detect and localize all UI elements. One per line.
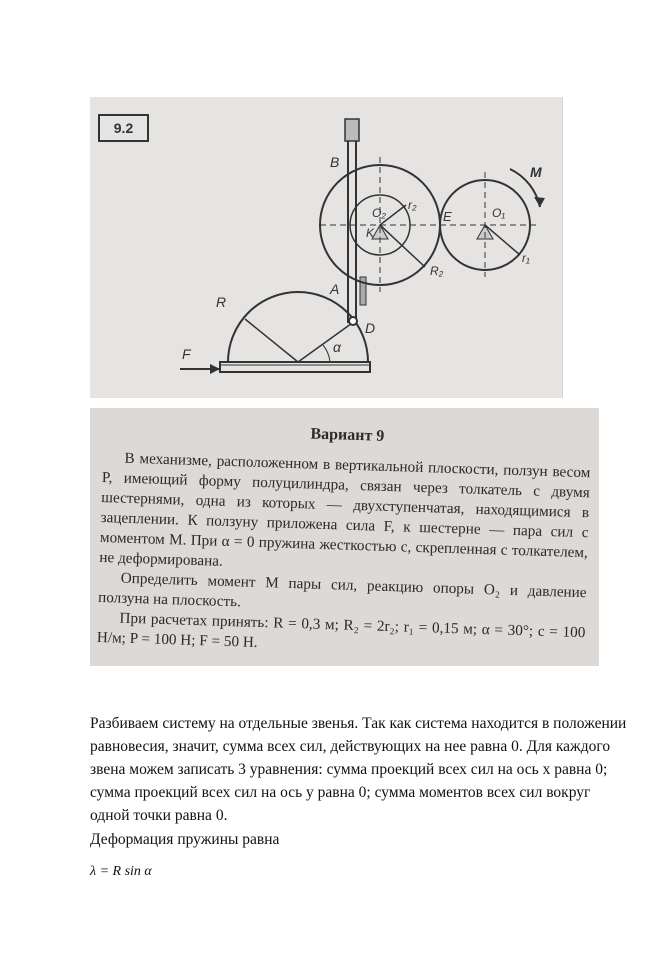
top-spring bbox=[345, 119, 359, 141]
label-O2: O₂ bbox=[372, 206, 386, 220]
variant-paragraph-1: В механизме, расположенном в вертикальной плоскости, ползун весом P, имеющий форму полуцилиндра, связан через толкатель с двумя шестернями, одна из которых — двухступенчатая, находящимися в зацеплении. К ползуну приложена сила F, к шестерне — пара сил с моментом M. При α = 0 пружина жесткостью c, скрепленная с толкателем, не деформирована. bbox=[99, 449, 591, 570]
label-M: M bbox=[530, 164, 542, 180]
figure-number: 9.2 bbox=[98, 114, 149, 142]
mechanism-diagram bbox=[90, 97, 562, 398]
label-A: A bbox=[330, 281, 340, 297]
deformation-formula bbox=[90, 864, 152, 880]
ground-base bbox=[220, 362, 370, 372]
solution-text bbox=[90, 712, 630, 827]
variant-paragraph-3: При расчетах принять: R = 0,3 м; R₂ = 2r₂; r₁ = 0,15 м; α = 30°; c = 100 Н/м; P = 100 Н; F = 50 Н. bbox=[96, 609, 586, 651]
label-alpha: α bbox=[333, 339, 341, 355]
label-R2: R₂ bbox=[430, 264, 444, 278]
label-K: K bbox=[366, 226, 375, 240]
label-B: B bbox=[330, 154, 340, 170]
label-R: R bbox=[216, 294, 227, 310]
solution-paragraph: Разбиваем систему на отдельные звенья. Так как система находится в положении равновесия, значит, сумма всех сил, действующих на нее равна 0. Для каждого звена можем записать 3 уравнения: сумма проекций всех сил на ось x равна 0; сумма проекций всех сил на ось y равна 0; сумма моментов всех сил вокруг одной точки равна 0. bbox=[90, 715, 627, 824]
mechanism-figure bbox=[90, 97, 563, 398]
label-O1: O₁ bbox=[492, 206, 506, 220]
radius-line bbox=[245, 319, 298, 362]
variant-paragraph-2: Определить момент M пары сил, реакцию опоры O₂ и давление ползуна на плоскость. bbox=[97, 569, 587, 611]
deformation-label: Деформация пружины равна bbox=[90, 831, 280, 848]
label-D: D bbox=[365, 320, 376, 336]
radius-line-D bbox=[298, 321, 355, 362]
variant-title: Вариант 9 bbox=[310, 425, 385, 445]
label-r1: r₁ bbox=[522, 251, 530, 265]
variant-photo bbox=[90, 408, 599, 666]
pusher-rod bbox=[348, 137, 356, 322]
joint-D bbox=[349, 317, 357, 325]
label-E: E bbox=[443, 209, 452, 224]
label-r2: r₂ bbox=[408, 198, 417, 212]
label-F: F bbox=[182, 346, 191, 362]
formula-text: λ = R sin α bbox=[90, 864, 152, 879]
